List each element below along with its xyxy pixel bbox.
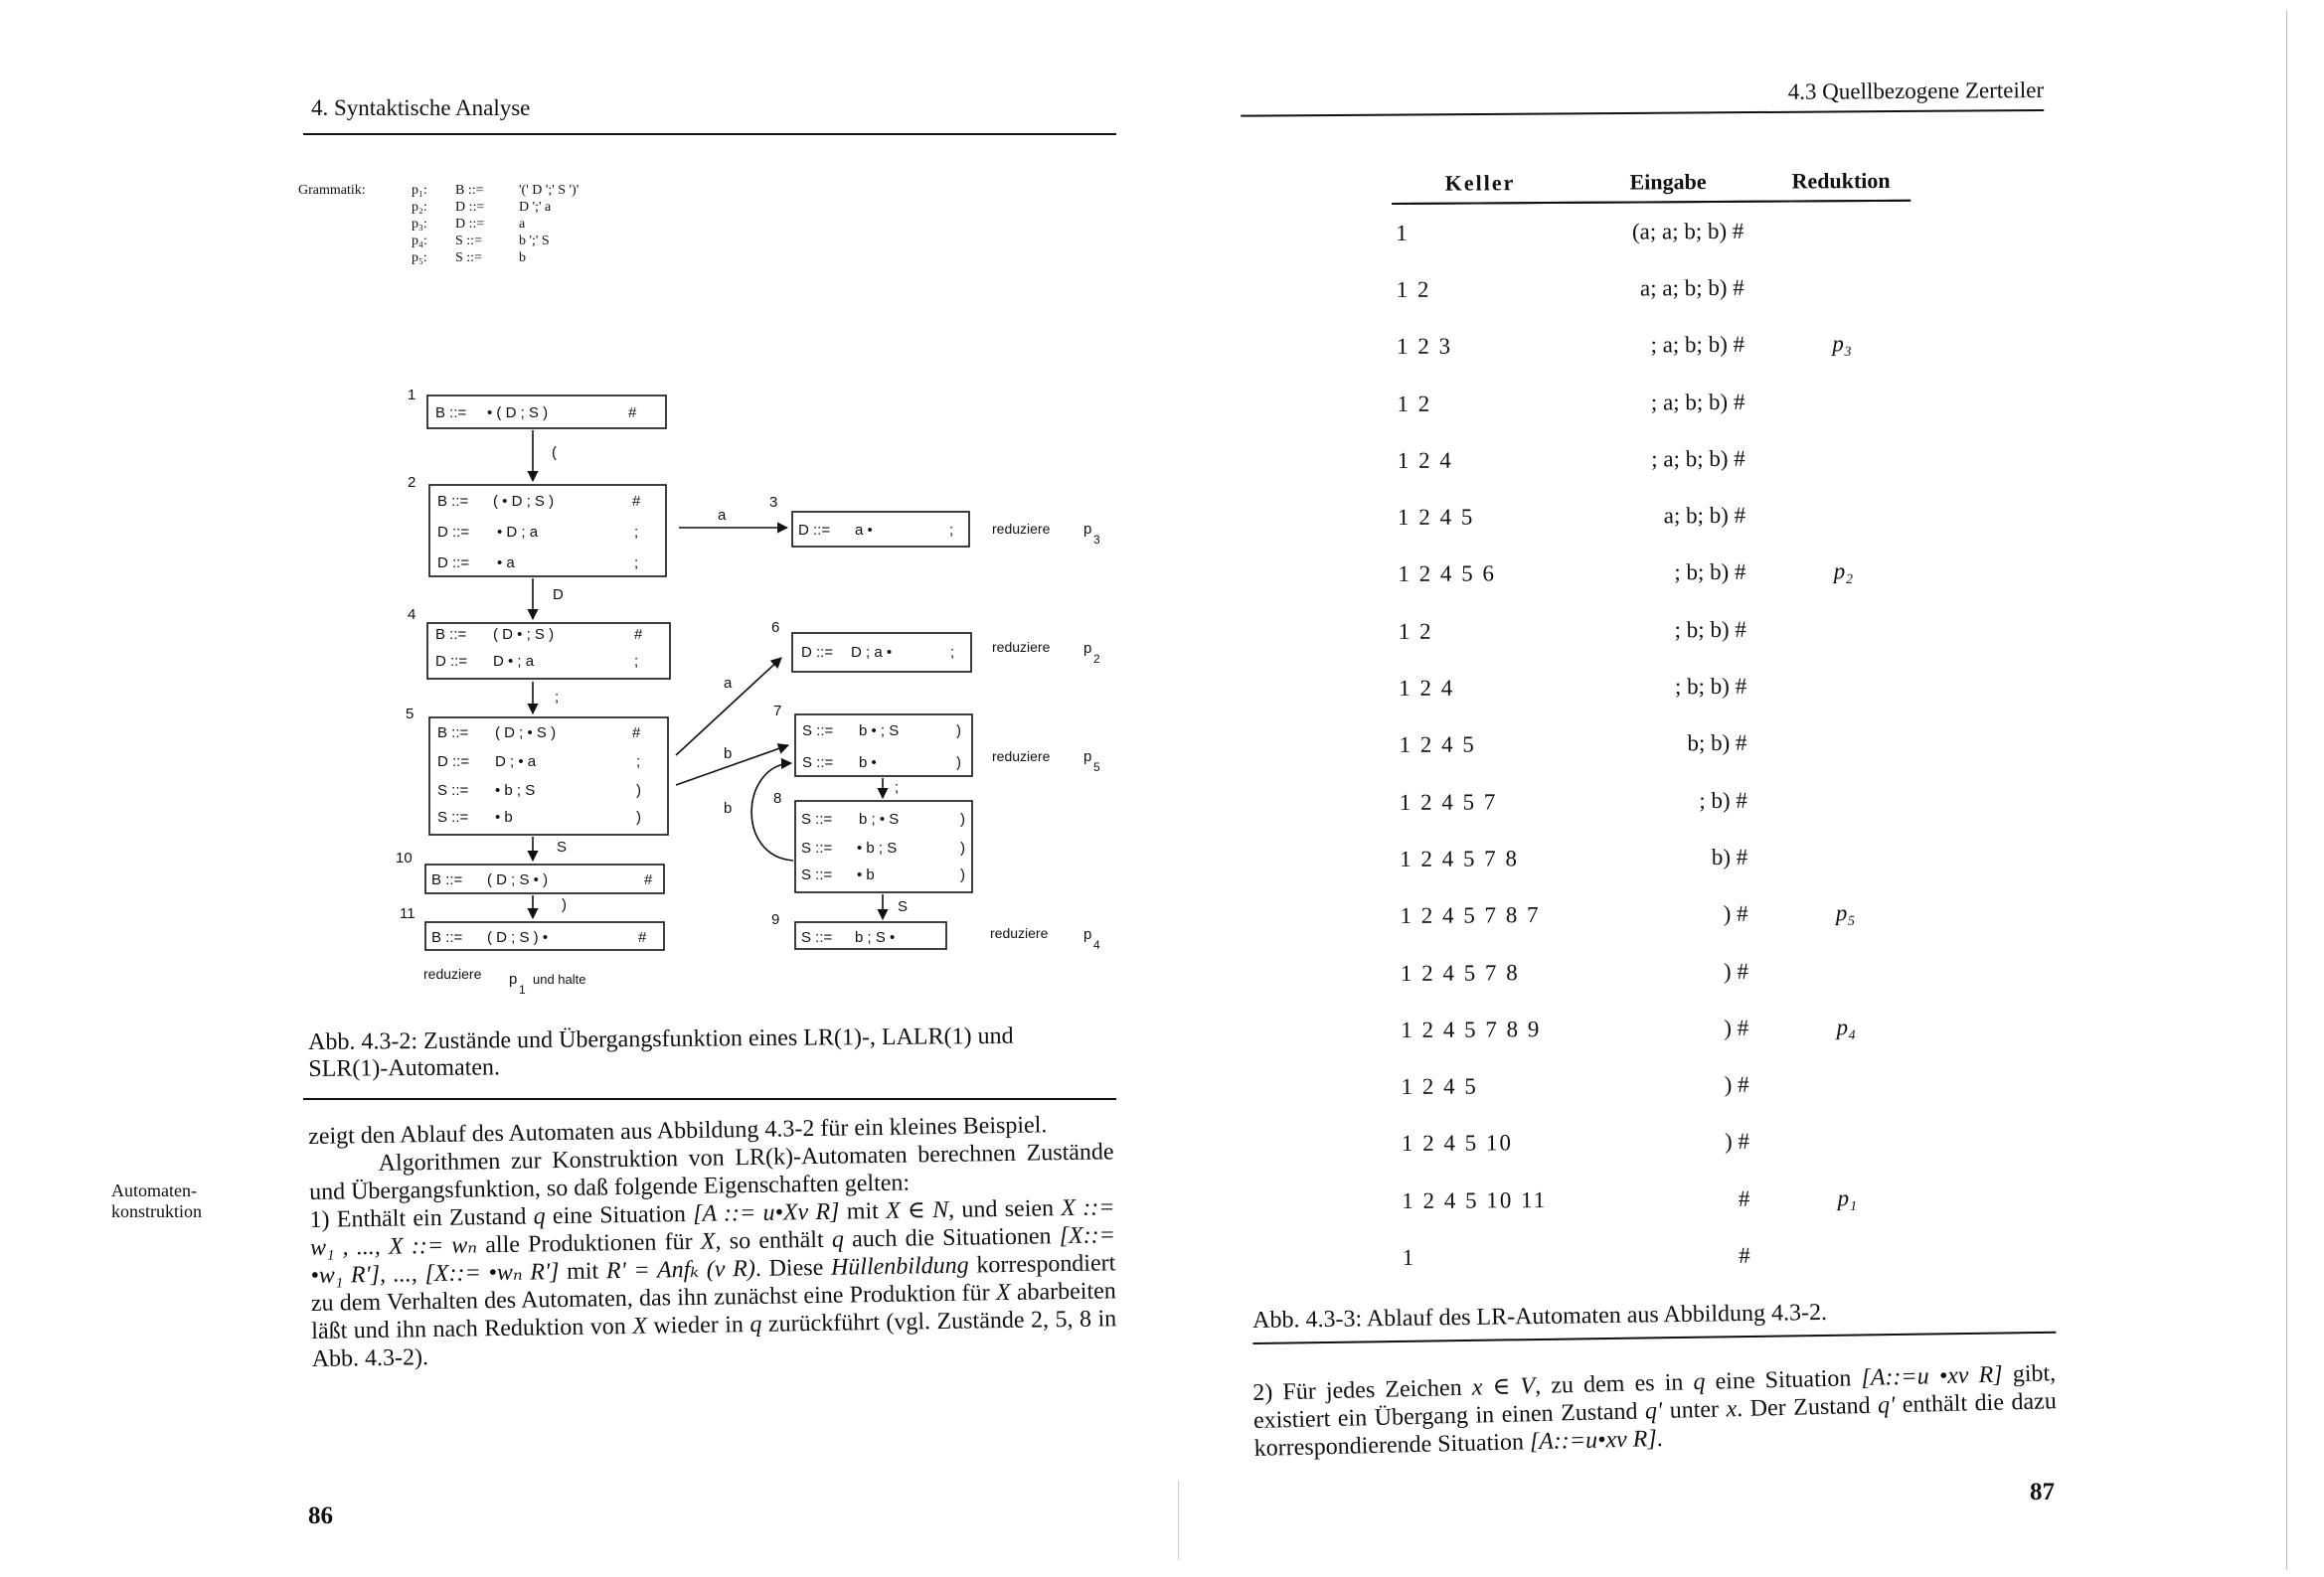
rule-num: p₃: [412,217,427,232]
item-lhs: D ::= [437,524,470,541]
cell-reduktion [1774,657,1913,714]
cell-reduktion [1776,942,1915,1000]
reduce-subscript: 1 [519,983,526,997]
item-lhs: D ::= [798,522,831,539]
table-row [1394,544,1912,603]
item-lhs: S ::= [801,929,833,946]
cell-reduktion: p₃ [1832,331,1852,357]
item-body: b • ; S [859,722,900,739]
cell-keller: 1 2 4 5 7 [1399,788,1498,815]
lr-automaton-diagram [398,378,1133,1004]
figure-caption-4-3-3: Abb. 4.3-3: Ablauf des LR-Automaten aus Abbildung 4.3-2. [1252,1299,1828,1334]
caption-rule [1252,1332,2056,1344]
math-run: X [700,1228,716,1255]
cell-eingabe: ; a; b; b) # [1651,445,1745,472]
cell-keller: 1 2 4 5 7 8 9 [1401,1016,1542,1042]
math-run: q [749,1311,762,1339]
item-body: b • [859,754,877,771]
math-run: X ::= w₁ , ..., X ::= wₙ [309,1194,1115,1261]
item-lhs: S ::= [437,782,469,799]
rule-rhs: '(' D ';' S ')' [519,183,580,198]
cell-eingabe: ; a; b; b) # [1650,389,1745,414]
cell-keller: 1 2 [1397,391,1432,416]
cell-eingabe: ) # [1723,958,1748,984]
cell-keller: 1 2 4 5 [1398,504,1475,531]
rule-num: p₁: [412,183,427,198]
edge-5-7 [676,745,788,785]
edge-label: b [724,745,733,762]
rule-lhs: D ::= [455,200,485,215]
item-lhs: S ::= [801,867,833,883]
grammar-rules [412,182,579,266]
rule-lhs: D ::= [455,217,485,232]
math-run: X [632,1313,648,1340]
cell-reduktion [1774,600,1913,658]
text-run: eine Situation [545,1200,694,1230]
item-body: ( D ; S ) • [487,929,549,946]
edge-label: ; [895,779,900,796]
cell-keller: 1 2 3 [1397,333,1453,360]
cell-eingabe: ) # [1724,1071,1749,1098]
state-number: 3 [769,494,778,511]
right-page-number: 87 [2030,1479,2055,1505]
cell-keller: 1 2 4 [1397,447,1453,473]
item-lhs: B ::= [431,929,463,946]
cell-eingabe: ; b) # [1699,787,1747,813]
rule-num: p₅: [412,250,427,265]
cell-keller: 1 2 4 5 [1399,731,1476,758]
cell-reduktion [1772,373,1911,430]
trace-table [1392,168,1917,1287]
text-run: . Der Zustand [1736,1392,1879,1423]
item-lookahead: ; [634,524,639,541]
text-run: mit [839,1197,887,1225]
cell-keller: 1 2 [1398,618,1433,644]
gutter-mark [1178,1481,1179,1560]
item-body: • b [857,867,875,883]
item-lookahead: # [638,929,647,946]
col-keller: Keller [1392,170,1565,204]
text-run: alle Produktionen für [476,1228,702,1259]
item-body: D ; a • [851,644,893,661]
rule-num: p₂: [412,200,427,215]
table-row [1398,1170,1916,1229]
cell-eingabe: b; b) # [1687,730,1747,756]
text-run: . Diese [754,1254,832,1282]
cell-keller: 1 [1402,1244,1416,1270]
item-lookahead: # [634,626,643,643]
table-row [1397,942,1915,1002]
item-lhs: S ::= [437,809,469,826]
item-body: • b [495,809,513,826]
right-body-text [1252,1359,2058,1463]
reduce-subscript: 4 [1093,938,1100,952]
edge-label: ( [552,444,557,461]
left-body-text [308,1110,1117,1373]
reduce-subscript: 2 [1093,652,1100,666]
reduce-label-7: reduziere [992,748,1051,764]
cell-eingabe: ) # [1723,901,1748,927]
rule-lhs: B ::= [455,183,484,198]
cell-reduktion [1777,1113,1916,1171]
paragraph-3 [309,1193,1117,1373]
math-run: X ∈ N [885,1196,949,1224]
table-row [1392,201,1910,261]
cell-eingabe: (a; a; b; b) # [1631,218,1744,244]
state-number: 11 [400,905,415,922]
cell-reduktion: p₂ [1833,558,1854,584]
reduce-subscript: 3 [1093,533,1100,547]
reduce-label-3: reduziere [992,521,1051,537]
cell-keller: 1 2 4 5 [1401,1073,1478,1100]
cell-keller: 1 2 4 5 10 [1401,1130,1514,1157]
item-lookahead: ) [636,809,641,826]
item-body: b ; • S [859,811,900,828]
table-row [1396,828,1914,887]
item-body: ( D ; • S ) [495,724,557,741]
state-number: 9 [771,911,780,928]
text-run: , zu dem es in [1534,1369,1694,1400]
math-run: R' = Anfₖ (v R) [605,1255,756,1285]
item-body: b ; S • [855,929,896,946]
math-run: q [831,1226,845,1253]
edge-5-6 [676,658,781,755]
right-header-rule [1241,109,2044,117]
item-lookahead: ; [634,653,639,670]
cell-eingabe: ; a; b; b) # [1650,332,1745,358]
cell-reduktion [1773,486,1912,544]
cell-keller: 1 2 4 [1399,675,1455,701]
item-body: D ; • a [495,753,537,770]
cell-reduktion [1774,713,1913,771]
text-run: abarbeiten läßt und ihn nach Reduktion von [311,1278,1116,1344]
left-page-number: 86 [308,1502,333,1529]
edge-label: ; [555,689,560,706]
edge-label: ) [562,896,567,913]
cell-keller: 1 2 4 5 7 8 7 [1400,902,1541,929]
table-row [1396,771,1914,831]
item-lhs: B ::= [437,493,469,510]
item-lookahead: # [628,404,637,421]
item-body: • b ; S [857,840,898,857]
cell-reduktion [1775,828,1914,885]
item-body: • a [497,554,515,571]
item-body: • D ; a [497,524,539,541]
math-run: X [995,1279,1011,1307]
item-lookahead: ; [636,753,641,770]
cell-eingabe: ; b; b) # [1674,616,1746,642]
table-row [1397,1055,1915,1115]
table-row [1398,1113,1916,1173]
cell-eingabe: ; b; b) # [1674,559,1746,585]
cell-reduktion [1772,258,1911,316]
reduce-label-9: reduziere [990,925,1049,941]
edge-label: a [724,675,733,692]
item-body: ( D ; S • ) [487,871,549,888]
text-run: unter [1661,1396,1727,1424]
text-run: korrespondiert zu dem Verhalten des Automaten, das ihn zunächst eine Produktion für [310,1250,1116,1317]
col-reduktion: Reduktion [1771,168,1910,202]
table-row [1395,657,1913,716]
cell-keller: 1 [1396,220,1410,245]
table-row [1393,315,1911,375]
cell-reduktion [1773,429,1912,487]
cell-eingabe: ) # [1724,1129,1750,1155]
cell-eingabe: a; a; b; b) # [1639,274,1744,301]
item-lookahead: ) [956,722,961,739]
text-run: wieder in [646,1312,750,1340]
math-run: q' [1644,1397,1663,1425]
math-run: q [533,1203,546,1230]
item-lookahead: # [644,871,653,888]
math-run: [A::=u•xv R] [1529,1426,1658,1456]
figure-caption-4-3-2: Abb. 4.3-2: Zustände und Übergangsfunktion eines LR(1)-, LALR(1) und SLR(1)-Automaten. [308,1023,1014,1082]
state-number: 8 [773,790,782,807]
right-page-header-block [1241,78,2044,117]
math-run: [A::=u •xv R] [1861,1361,2003,1392]
item-lhs: D ::= [801,644,834,661]
table-row [1394,429,1912,489]
edge-label: a [718,507,727,524]
rule-rhs: b [519,250,526,265]
reduce-symbol: p [509,971,518,988]
grammar-label: Grammatik: [298,183,366,198]
scan-edge-line [2286,10,2287,1570]
table-row [1395,600,1913,660]
item-lookahead: ; [950,644,955,661]
item-lhs: S ::= [802,722,834,739]
item-body: ( • D ; S ) [493,493,555,510]
edge-label: b [724,800,733,817]
paragraph-property-2 [1252,1359,2058,1463]
item-lookahead: ; [949,522,954,539]
reduce-symbol: p [1083,521,1092,538]
math-run: q [1693,1368,1706,1396]
text-run: . [1656,1425,1664,1453]
state-number: 2 [408,474,416,491]
item-lookahead: ) [960,867,965,883]
reduce-label-11: reduziere [423,966,482,982]
table-row [1395,713,1913,773]
cell-reduktion [1778,1226,1917,1284]
edge-label: D [553,586,564,603]
item-lhs: S ::= [801,811,833,828]
left-page-header: 4. Syntaktische Analyse [311,95,531,120]
reduce-symbol: p [1083,926,1092,943]
cell-keller: 1 2 [1396,276,1431,302]
cell-reduktion: p₄ [1836,1014,1857,1040]
rule-rhs: a [519,217,526,232]
item-lhs: D ::= [437,554,470,571]
item-body: ( D • ; S ) [493,626,555,643]
item-lhs: B ::= [437,724,469,741]
cell-reduktion [1776,1055,1915,1113]
reduce-label-6: reduziere [992,639,1051,655]
item-lookahead: # [632,724,641,741]
left-header-rule [303,133,1116,135]
state-number: 10 [396,850,413,867]
state-number: 6 [771,619,780,636]
state-number: 5 [406,706,415,722]
item-lookahead: # [632,493,641,510]
cell-reduktion [1775,771,1914,829]
emphasis-run: Hüllenbildung [830,1252,969,1281]
item-lhs: S ::= [802,754,834,771]
text-run: , so enthält [715,1226,833,1255]
text-run: enthält die dazu korrespondierende Situation [1253,1388,2058,1462]
item-lhs: D ::= [435,653,468,670]
item-lookahead: ) [956,754,961,771]
cell-eingabe: ; b; b) # [1674,673,1747,700]
cell-reduktion: p₁ [1837,1184,1858,1210]
text-run: 1) Enthält ein Zustand [309,1203,534,1233]
item-lookahead: ) [636,782,641,799]
rule-lhs: S ::= [455,234,482,248]
math-run: x [1726,1396,1738,1423]
text-run: , und seien [947,1195,1062,1223]
cell-reduktion [1771,201,1910,259]
cell-reduktion: p₅ [1835,900,1856,926]
reduce-halt-text: und halte [533,972,586,987]
edge-label: S [898,898,909,915]
item-lhs: B ::= [435,626,467,643]
item-body: • b ; S [495,782,536,799]
rule-lhs: S ::= [455,250,482,265]
table-row [1397,999,1915,1058]
text-run: auch die Situationen [843,1223,1060,1253]
item-body: D • ; a [493,653,535,670]
item-lhs: B ::= [431,871,463,888]
cell-keller: 1 2 4 5 10 11 [1402,1186,1548,1213]
item-lookahead: ) [960,840,965,857]
rule-num: p₄: [412,234,427,248]
table-row [1393,373,1911,432]
cell-eingabe: # [1738,1185,1750,1211]
math-run: [X::= •w₁ R'], ..., [X::= •wₙ R'] [310,1222,1116,1289]
text-run: 2) Für jedes Zeichen [1252,1374,1473,1406]
state-number: 7 [773,703,782,719]
math-run: x ∈ V [1471,1373,1536,1401]
table-row [1396,884,1914,944]
state-number: 4 [408,606,416,623]
caption-rule [303,1098,1116,1100]
item-body: • ( D ; S ) [487,404,549,421]
item-lhs: B ::= [435,404,467,421]
reduce-subscript: 5 [1093,760,1100,774]
cell-eingabe: b) # [1711,844,1748,869]
col-eingabe: Eingabe [1565,169,1771,203]
margin-note: Automaten- konstruktion [111,1181,203,1221]
cell-eingabe: a; b; b) # [1663,502,1746,529]
right-caption-block [1252,1297,2056,1344]
rule-rhs: b ';' S [519,234,550,248]
table-row [1393,258,1911,318]
text-run: zurückführt (vgl. Zustände 2, 5, 8 in Abb. 4.3-2). [311,1306,1117,1372]
text-run: gibt, existiert ein Übergang in einen Zustand [1252,1360,2057,1434]
reduce-symbol: p [1083,640,1092,657]
cell-keller: 1 2 4 5 7 8 [1400,846,1520,871]
table-header-row [1392,168,1910,204]
cell-eingabe: ) # [1724,1015,1749,1040]
cell-eingabe: # [1739,1242,1750,1268]
edge-8-7 [751,763,793,861]
item-lhs: S ::= [801,840,833,857]
math-run: q' [1877,1392,1896,1419]
paragraph-2: Algorithmen zur Konstruktion von LR(k)-Automaten berechnen Zustände und Übergangsfunktion, so daß folgende Eigenschaften gelten: [308,1139,1114,1205]
reduce-symbol: p [1083,748,1092,765]
state-number: 1 [408,387,416,403]
text-run: mit [559,1258,607,1286]
paragraph-1: zeigt den Ablauf des Automaten aus Abbildung 4.3-2 für ein kleines Beispiel. [308,1112,1048,1150]
item-lookahead: ; [634,554,639,571]
table-row [1399,1226,1917,1286]
table-row [1394,486,1912,546]
item-lookahead: ) [960,811,965,828]
right-page-header: 4.3 Quellbezogene Zerteiler [1787,78,2045,104]
item-lhs: D ::= [437,753,470,770]
cell-keller: 1 2 4 5 6 [1398,560,1497,587]
text-run: eine Situation [1705,1365,1862,1395]
rule-rhs: D ';' a [519,200,552,215]
item-body: a • [855,522,873,539]
math-run: [A ::= u•Xv R] [692,1198,840,1227]
edge-label: S [557,839,568,856]
cell-keller: 1 2 4 5 7 8 [1400,959,1520,986]
